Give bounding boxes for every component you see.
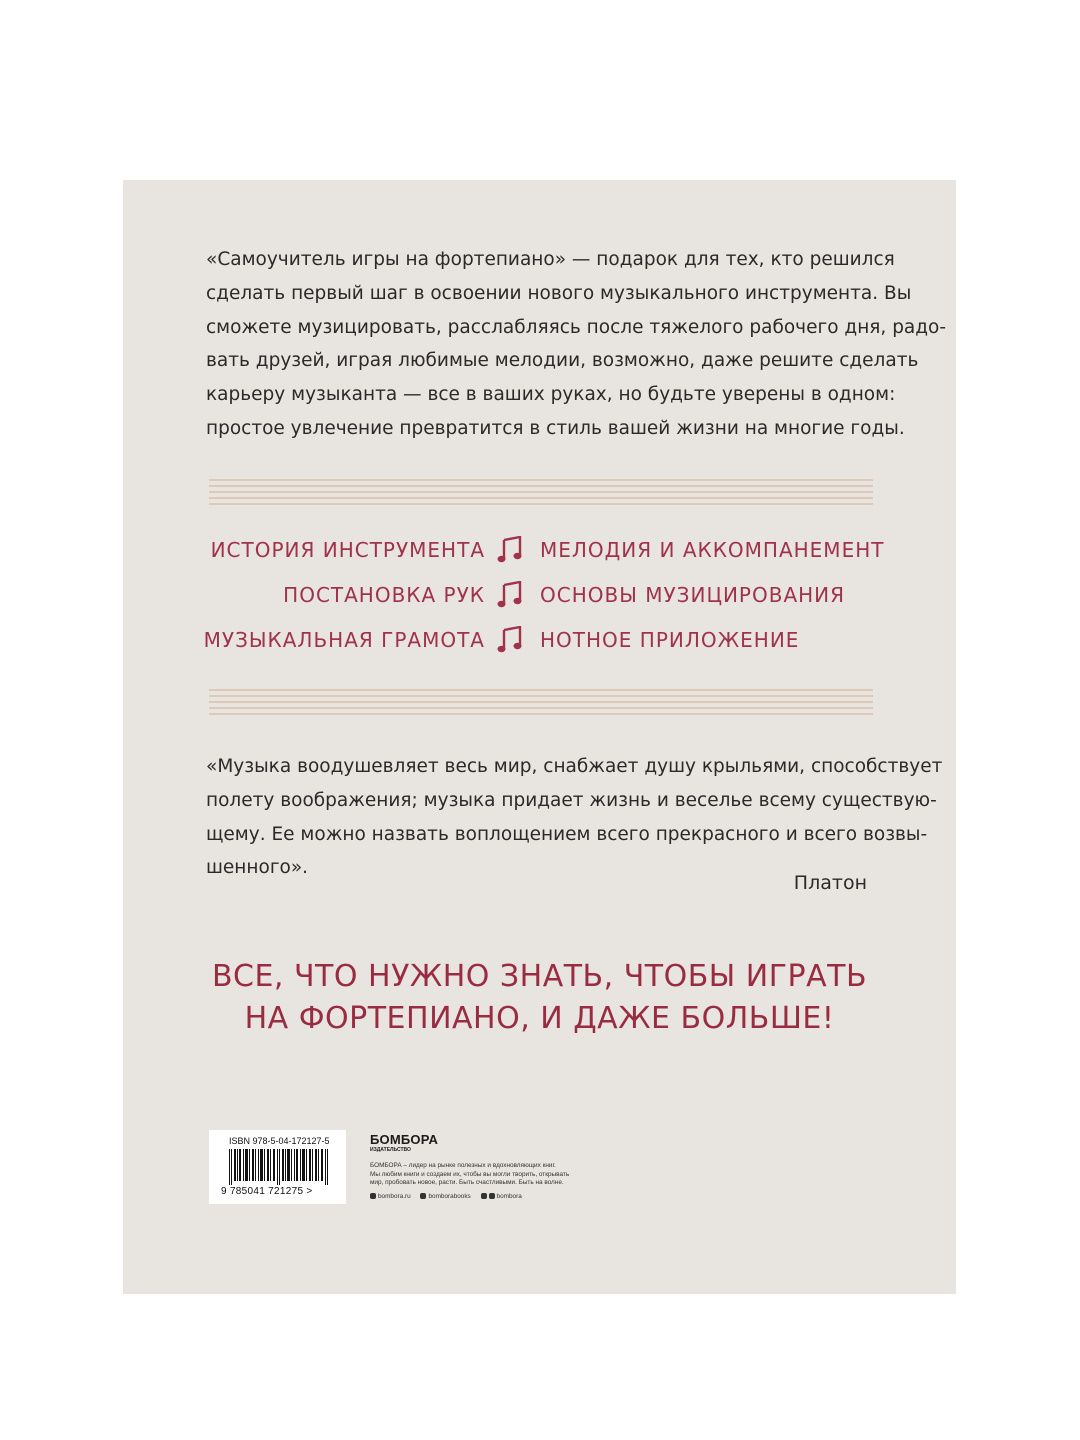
isbn-number: ISBN 978-5-04-172127-5	[229, 1136, 330, 1146]
publisher-links	[370, 1193, 630, 1200]
staff-lines-bottom	[209, 688, 873, 716]
vk-icon	[420, 1193, 426, 1199]
link-label: bombora	[496, 1192, 522, 1200]
topic-item: ПОСТАНОВКА РУК	[283, 583, 485, 607]
publisher-logo: БОМБОРА	[370, 1132, 439, 1147]
barcode-icon	[229, 1149, 329, 1185]
description-line: сможете музицировать, расслабляясь после тяжелого рабочего дня, радо-	[206, 316, 947, 338]
publisher-link-social[interactable]	[481, 1193, 522, 1200]
music-note-icon	[497, 581, 523, 609]
publisher-link-vk[interactable]	[420, 1193, 470, 1200]
headline-line: ВСЕ, ЧТО НУЖНО ЗНАТЬ, ЧТОБЫ ИГРАТЬ	[211, 959, 868, 994]
publisher-description-line: Мы любим книги и создаем их, чтобы вы могли творить, открывать	[370, 1170, 570, 1178]
telegram-icon	[489, 1193, 495, 1199]
topic-row	[123, 622, 956, 667]
quote-author: Платон	[793, 872, 867, 894]
topic-row	[123, 532, 956, 577]
topic-item: ОСНОВЫ МУЗИЦИРОВАНИЯ	[540, 583, 846, 607]
book-back-cover	[123, 180, 956, 1294]
headline-line: НА ФОРТЕПИАНО, И ДАЖЕ БОЛЬШЕ!	[244, 1001, 835, 1036]
cover-headline	[123, 956, 956, 1040]
topic-item: ИСТОРИЯ ИНСТРУМЕНТА	[210, 538, 485, 562]
topic-item: МЕЛОДИЯ И АККОМПАНЕМЕНТ	[540, 538, 885, 562]
topic-item: НОТНОЕ ПРИЛОЖЕНИЕ	[540, 628, 800, 652]
staff-lines-top	[209, 478, 873, 506]
topic-item: МУЗЫКАЛЬНАЯ ГРАМОТА	[203, 628, 485, 652]
publisher-description-line: мир, пробовать новое, расти. Быть счастливыми. Быть на волне.	[370, 1179, 564, 1187]
web-icon	[370, 1193, 376, 1199]
quote-line: щему. Ее можно назвать воплощением всего прекрасного и всего возвы-	[206, 823, 928, 845]
quote-line: полету воображения; музыка придает жизнь и веселье всему существую-	[206, 789, 937, 811]
music-note-icon	[497, 626, 523, 654]
topics-list	[123, 532, 956, 667]
youtube-icon	[481, 1193, 487, 1199]
publisher-description-line: БОМБОРА – лидер на рынке полезных и вдохновляющих книг.	[370, 1162, 556, 1169]
publisher-block	[370, 1132, 630, 1200]
publisher-link-site[interactable]	[370, 1193, 411, 1200]
description-line: сделать первый шаг в освоении нового музыкального инструмента. Вы	[206, 282, 912, 304]
book-description	[206, 243, 947, 446]
publisher-subtitle: ИЗДАТЕЛЬСТВО	[370, 1147, 411, 1153]
description-line: карьеру музыканта — все в ваших руках, но будьте уверены в одном:	[206, 384, 896, 406]
link-label: bombora.ru	[378, 1192, 411, 1200]
topic-row	[123, 577, 956, 622]
publisher-description	[370, 1162, 630, 1188]
isbn-barcode	[209, 1130, 346, 1204]
plato-quote	[206, 750, 943, 885]
link-label: bomborabooks	[428, 1192, 471, 1200]
music-note-icon	[497, 536, 523, 564]
description-line: «Самоучитель игры на фортепиано» — подарок для тех, кто решился	[206, 249, 895, 270]
quote-line: шенного».	[206, 857, 309, 879]
barcode-digits: 9 785041 721275 >	[221, 1186, 313, 1197]
quote-line: «Музыка воодушевляет весь мир, снабжает душу крыльями, способствует	[206, 756, 943, 777]
description-line: простое увлечение превратится в стиль вашей жизни на многие годы.	[206, 417, 905, 439]
description-line: вать друзей, играя любимые мелодии, возможно, даже решите сделать	[206, 350, 919, 372]
